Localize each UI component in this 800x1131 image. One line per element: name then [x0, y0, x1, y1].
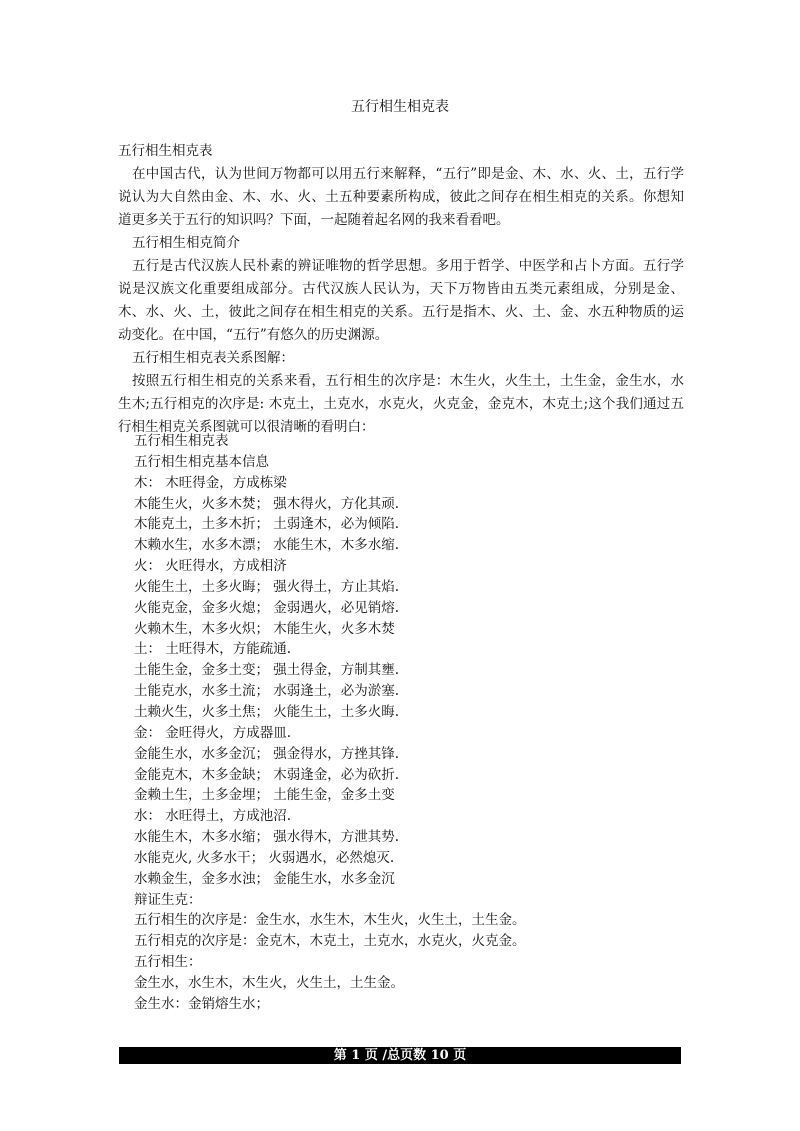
list-item: 水赖金生，金多水浊； 金能生水，水多金沉: [134, 870, 395, 887]
list-item: 五行相克的次序是：金克木，木克土，土克水，水克火，火克金。: [134, 933, 526, 950]
list-item: 五行相生相克基本信息: [134, 453, 269, 470]
intro-heading: 五行相生相克表: [118, 143, 213, 159]
list-item: 五行相生相克表: [134, 433, 229, 449]
diagram-heading: 五行相生相克表关系图解：: [132, 350, 294, 366]
list-item: 金能生水，水多金沉； 强金得水，方挫其锋.: [134, 745, 400, 762]
intro-section: [118, 140, 684, 439]
intro-paragraph: 在中国古代，认为世间万物都可以用五行来解释，“五行”即是金、木、水、火、土，五行学说认为大自然由金、木、水、火、土五种要素所构成，彼此之间存在相生相克的关系。你想知道更多关于五行的知识吗？下面，一起随着起名网的我来看看吧。: [118, 166, 684, 228]
list-item: 火： 火旺得水，方成相济: [134, 558, 287, 575]
list-item: 五行相生的次序是：金生水，水生木，木生火，火生土，土生金。: [134, 912, 526, 929]
list-item: 水能生木，木多水缩； 强水得木，方泄其势.: [134, 829, 400, 846]
list-item: 木能生火，火多木焚； 强木得火，方化其顽.: [134, 495, 400, 512]
page-number-label: 第 1 页 /总页数 10 页: [333, 1048, 467, 1063]
summary-paragraph: 五行是古代汉族人民朴素的辨证唯物的哲学思想。多用于哲学、中医学和占卜方面。五行学说是汉族文化重要组成部分。古代汉族人民认为，天下万物皆由五类元素组成，分别是金、木、水、火、土，彼此之间存在相生相克的关系。五行是指木、火、土、金、水五种物质的运动变化。在中国，“五行”有悠久的历史渊源。: [118, 258, 684, 343]
list-item: 火能生土，土多火晦； 强火得土，方止其焰.: [134, 578, 400, 595]
page-footer: [119, 1047, 681, 1064]
list-item: 火赖木生，木多火炽； 木能生火，火多木焚: [134, 620, 395, 637]
summary-heading: 五行相生相克简介: [132, 235, 240, 251]
list-item: 土能生金，金多土变； 强土得金，方制其壅.: [134, 662, 400, 679]
list-item: 木能克土，土多木折； 土弱逢木，必为倾陷.: [134, 516, 400, 533]
list-item: 金生水，水生木，木生火，火生土，土生金。: [134, 974, 404, 991]
list-item: 土能克水，水多土流； 水弱逢土，必为淤塞.: [134, 683, 400, 700]
diagram-paragraph: 按照五行相生相克的关系来看，五行相生的次序是：木生火，火生土，土生金，金生水，水生木;五行相克的次序是: 木克土，土克水，水克火，火克金，金克木，木克土;这个我们通过五行相生相克关系图就可以很清晰的看明白：: [118, 373, 684, 435]
list-item: 水： 水旺得土，方成池沼.: [134, 808, 292, 825]
wuxing-details-list: [134, 431, 694, 1015]
list-item: 土： 土旺得木，方能疏通.: [134, 641, 292, 658]
page-title: 五行相生相克表: [351, 99, 449, 115]
list-item: 五行相生：: [134, 954, 202, 971]
list-item: 辩证生克：: [134, 891, 202, 908]
list-item: 水能克火, 火多水干； 火弱遇水，必然熄灭.: [134, 849, 395, 866]
list-item: 金赖土生，土多金埋； 土能生金，金多土变: [134, 787, 395, 804]
list-item: 金能克木，木多金缺； 木弱逢金，必为砍折.: [134, 766, 400, 783]
list-item: 金生水：金销熔生水；: [134, 995, 269, 1012]
list-item: 土赖火生，火多土焦； 火能生土，土多火晦.: [134, 703, 400, 720]
list-item: 木赖水生，水多木漂； 水能生木，木多水缩.: [134, 537, 400, 554]
list-item: 金： 金旺得火，方成器皿.: [134, 724, 292, 741]
list-item: 火能克金，金多火熄； 金弱遇火，必见销熔.: [134, 599, 400, 616]
list-item: 木： 木旺得金，方成栋梁: [134, 474, 287, 491]
